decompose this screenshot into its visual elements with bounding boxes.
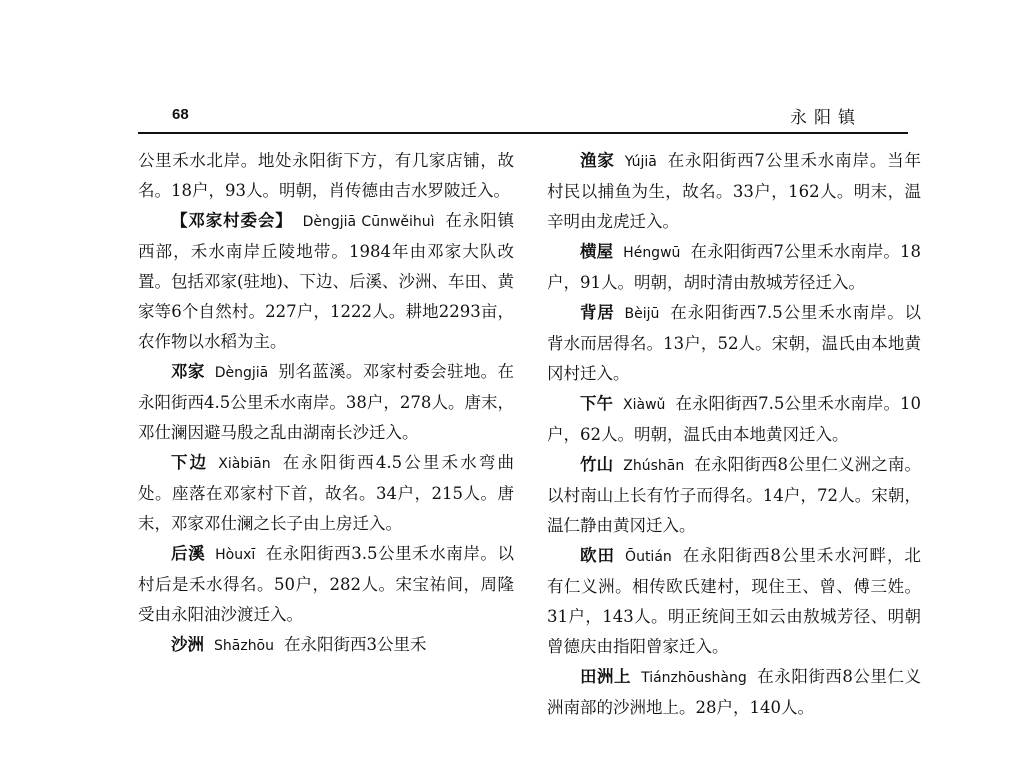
village-text: 在永阳街西8公里仁义洲之南。以村南山上长有竹子而得名。14户，72人。宋朝，温仁静由黄冈迁入。 bbox=[547, 455, 922, 535]
village-entry bbox=[547, 146, 921, 237]
village-pinyin: Xiàwǔ bbox=[623, 397, 666, 413]
village-text: 在永阳街西8公里仁义洲南部的沙洲地上。28户，140人。 bbox=[547, 667, 922, 717]
village-name: 下边 bbox=[171, 453, 209, 472]
village-entry bbox=[547, 541, 921, 662]
village-pinyin: Hòuxī bbox=[215, 547, 256, 563]
village-entry bbox=[138, 357, 514, 448]
committee-text: 在永阳镇西部，禾水南岸丘陵地带。1984年由邓家大队改置。包括邓家(驻地)、下边、后溪、沙洲、车田、黄家等6个自然村。227户，1222人。耕地2293亩，农作物以水稻为主。 bbox=[138, 211, 515, 351]
village-text: 在永阳街西7公里禾水南岸。18户，91人。明朝，胡时清由敖城芳径迁入。 bbox=[547, 242, 922, 292]
village-name: 邓家 bbox=[171, 362, 205, 381]
village-entry bbox=[547, 298, 921, 389]
village-pinyin: Yújiā bbox=[624, 154, 657, 170]
village-text: 在永阳街西3.5公里禾水南岸。以村后是禾水得名。50户，282人。宋宝祐间，周隆受由永阳油沙渡迁入。 bbox=[138, 544, 514, 624]
village-pinyin: Bèijū bbox=[624, 306, 660, 322]
village-name: 后溪 bbox=[171, 544, 206, 563]
header-rule bbox=[138, 132, 908, 134]
village-pinyin: Ōutián bbox=[625, 549, 672, 565]
village-text: 在永阳街西7.5公里禾水南岸。以背水而居得名。13户，52人。宋朝，温氏由本地黄冈村迁入。 bbox=[547, 303, 921, 383]
village-entry bbox=[138, 448, 514, 539]
village-name: 横屋 bbox=[580, 242, 614, 261]
village-pinyin: Xiàbiān bbox=[218, 456, 271, 472]
committee-name: 【邓家村委会】 bbox=[171, 211, 293, 230]
village-pinyin: Zhúshān bbox=[623, 458, 685, 474]
village-text: 在永阳街西7公里禾水南岸。当年村民以捕鱼为生，故名。33户，162人。明末，温辛明由龙虎迁入。 bbox=[547, 151, 922, 231]
continuation-paragraph: 公里禾水北岸。地处永阳街下方，有几家店铺，故名。18户，93人。明朝，肖传德由吉水罗陂迁入。 bbox=[138, 151, 514, 200]
village-text: 在永阳街西4.5公里禾水弯曲处。座落在邓家村下首，故名。34户，215人。唐末，邓家邓仕澜之长子由上房迁入。 bbox=[138, 453, 514, 533]
village-entry bbox=[547, 662, 921, 723]
village-name: 下午 bbox=[580, 394, 614, 413]
village-pinyin: Tiánzhōushàng bbox=[641, 670, 747, 686]
village-entry bbox=[547, 237, 921, 298]
left-column bbox=[138, 146, 514, 661]
village-name: 沙洲 bbox=[171, 635, 204, 654]
village-pinyin: Shāzhōu bbox=[214, 638, 274, 654]
village-name: 欧田 bbox=[580, 546, 616, 565]
village-entry bbox=[547, 389, 921, 450]
village-text: 别名蓝溪。邓家村委会驻地。在永阳街西4.5公里禾水南岸。38户，278人。唐末，邓仕澜因避马殷之乱由湖南长沙迁入。 bbox=[138, 362, 515, 442]
running-title: 永阳镇 bbox=[790, 108, 862, 128]
page-number: 68 bbox=[172, 106, 189, 123]
village-name: 田洲上 bbox=[580, 667, 632, 686]
village-pinyin: Dèngjiā bbox=[214, 365, 269, 381]
village-entry bbox=[138, 630, 514, 661]
committee-pinyin: Dèngjiā Cūnwěihuì bbox=[302, 214, 435, 230]
right-column bbox=[547, 146, 921, 723]
village-entry bbox=[138, 539, 514, 630]
village-text: 在永阳街西8公里禾水河畔，北有仁义洲。相传欧氏建村，现住王、曾、傅三姓。31户，143人。明正统间王如云由敖城芳径、明朝曾德庆由指阳曾家迁入。 bbox=[547, 546, 922, 656]
village-pinyin: Héngwū bbox=[623, 245, 681, 261]
village-name: 竹山 bbox=[580, 455, 614, 474]
village-name: 背居 bbox=[580, 303, 615, 322]
village-text: 在永阳街西7.5公里禾水南岸。10户，62人。明朝，温氏由本地黄冈迁入。 bbox=[547, 394, 921, 444]
village-name: 渔家 bbox=[580, 151, 615, 170]
village-text: 在永阳街西3公里禾 bbox=[284, 635, 427, 654]
village-entry bbox=[547, 450, 921, 541]
committee-entry bbox=[138, 206, 514, 357]
